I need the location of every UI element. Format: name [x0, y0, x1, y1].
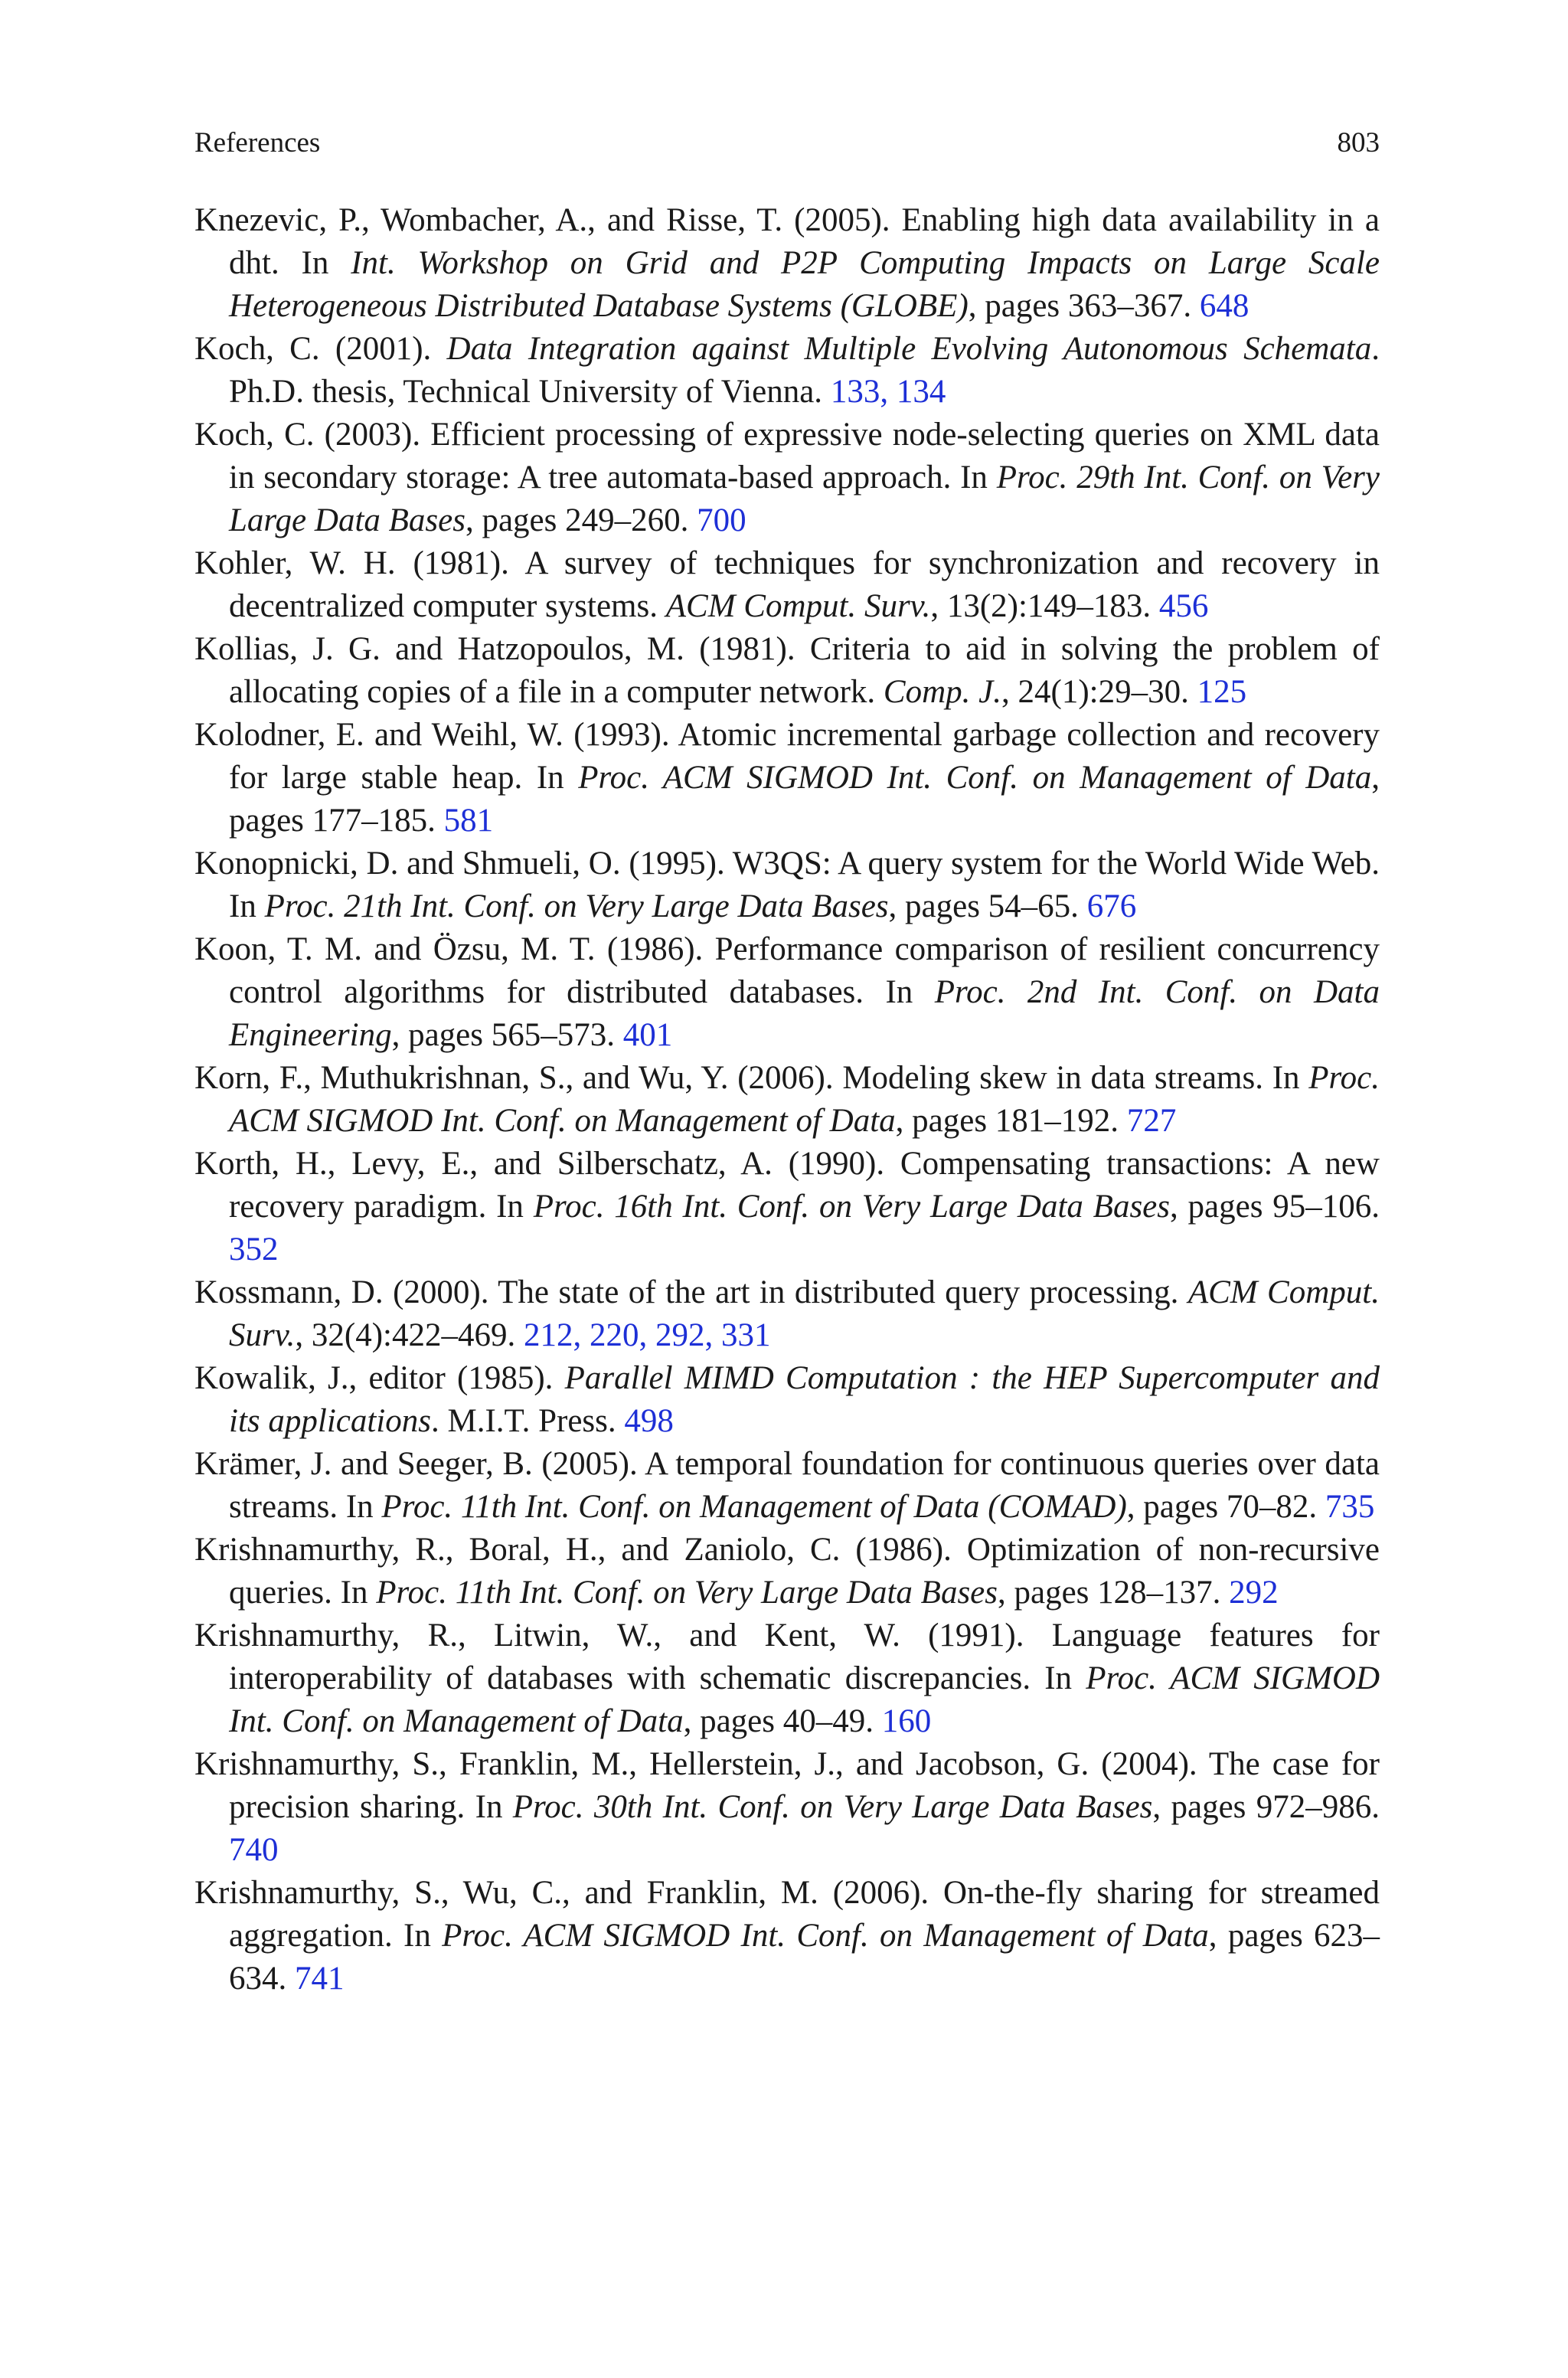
reference-venue: Proc. 21th Int. Conf. on Very Large Data Bases — [264, 888, 889, 924]
reference-pages: , 13(2):149–183. — [930, 588, 1159, 624]
backref-link[interactable]: 735 — [1325, 1489, 1375, 1525]
reference-entry — [194, 1614, 1380, 1743]
backref-link[interactable]: 581 — [443, 803, 494, 839]
reference-venue: Parallel MIMD Computation : the HEP Supercomputer and its applications — [229, 1360, 1380, 1439]
backref-link[interactable]: 125 — [1197, 674, 1247, 710]
reference-text: Knezevic, P., Wombacher, A., and Risse, T. (2005). Enabling high data availability in a dht. In — [194, 202, 1380, 281]
backref-link[interactable]: 133, 134 — [830, 374, 946, 410]
reference-text: Kollias, J. G. and Hatzopoulos, M. (1981). Criteria to aid in solving the problem of allocating copies of a file in a computer network. — [194, 631, 1380, 710]
reference-text: Krishnamurthy, R., Boral, H., and Zaniolo, C. (1986). Optimization of non-recursive queries. In — [194, 1532, 1380, 1611]
reference-venue: Proc. ACM SIGMOD Int. Conf. on Management of Data — [229, 1660, 1380, 1739]
reference-text: Krishnamurthy, S., Franklin, M., Hellerstein, J., and Jacobson, G. (2004). The case for precision sharing. In — [194, 1746, 1380, 1825]
reference-venue: Proc. 16th Int. Conf. on Very Large Data Bases — [533, 1189, 1171, 1225]
reference-entry — [194, 714, 1380, 842]
backref-link[interactable]: 727 — [1126, 1103, 1177, 1139]
reference-text: Koon, T. M. and Özsu, M. T. (1986). Performance comparison of resilient concurrency control algorithms for distributed databases. In — [194, 931, 1380, 1010]
reference-entry — [194, 1872, 1380, 2000]
reference-text: Kolodner, E. and Weihl, W. (1993). Atomic incremental garbage collection and recovery for large stable heap. In — [194, 717, 1380, 796]
reference-venue: Int. Workshop on Grid and P2P Computing Impacts on Large Scale Heterogeneous Distributed Database Systems (GLOBE) — [229, 245, 1380, 324]
backref-link[interactable]: 401 — [622, 1017, 673, 1053]
reference-pages: . Ph.D. thesis, Technical University of Vienna. — [229, 331, 1380, 410]
backref-link[interactable]: 160 — [881, 1703, 932, 1739]
reference-venue: Proc. 11th Int. Conf. on Management of Data (COMAD) — [381, 1489, 1127, 1525]
reference-venue: Data Integration against Multiple Evolving Autonomous Schemata — [446, 331, 1372, 367]
section-title: References — [194, 127, 321, 159]
reference-venue: ACM Comput. Surv. — [665, 588, 931, 624]
reference-venue: Proc. ACM SIGMOD Int. Conf. on Management of Data — [578, 760, 1372, 796]
reference-pages: , pages 177–185. — [229, 760, 1380, 839]
reference-venue: Proc. ACM SIGMOD Int. Conf. on Management of Data — [229, 1060, 1380, 1139]
reference-text: Korth, H., Levy, E., and Silberschatz, A. (1990). Compensating transactions: A new recovery paradigm. In — [194, 1146, 1380, 1225]
reference-entry — [194, 928, 1380, 1057]
reference-pages: , 24(1):29–30. — [1001, 674, 1197, 710]
reference-pages: , pages 972–986. — [1152, 1789, 1380, 1825]
backref-link[interactable]: 498 — [624, 1403, 674, 1439]
reference-pages: , pages 40–49. — [683, 1703, 882, 1739]
reference-venue: Proc. 29th Int. Conf. on Very Large Data Bases — [229, 460, 1380, 538]
reference-entry — [194, 1271, 1380, 1357]
reference-venue: Proc. 2nd Int. Conf. on Data Engineering — [229, 974, 1380, 1053]
reference-text: Kohler, W. H. (1981). A survey of techniques for synchronization and recovery in decentralized computer systems. — [194, 545, 1380, 624]
reference-venue: ACM Comput. Surv. — [229, 1274, 1380, 1353]
reference-entry — [194, 1143, 1380, 1271]
backref-link[interactable]: 676 — [1086, 888, 1137, 924]
reference-pages: , pages 54–65. — [888, 888, 1087, 924]
backref-link[interactable]: 740 — [229, 1832, 279, 1868]
backref-link[interactable]: 741 — [295, 1961, 345, 1997]
reference-list — [194, 199, 1380, 2000]
reference-pages: , pages 249–260. — [465, 502, 697, 538]
reference-pages: . M.I.T. Press. — [430, 1403, 625, 1439]
page-number: 803 — [1337, 127, 1380, 159]
reference-entry — [194, 414, 1380, 542]
reference-entry — [194, 1357, 1380, 1443]
reference-text: Korn, F., Muthukrishnan, S., and Wu, Y. (2006). Modeling skew in data streams. In — [194, 1060, 1309, 1096]
backref-link[interactable]: 700 — [697, 502, 746, 538]
reference-text: Koch, C. (2003). Efficient processing of expressive node-selecting queries on XML data in secondary storage: A tree automata-based approach. In — [194, 417, 1380, 496]
reference-entry — [194, 1529, 1380, 1614]
backref-link[interactable]: 212, 220, 292, 331 — [523, 1317, 771, 1353]
reference-entry — [194, 199, 1380, 328]
reference-pages: , pages 623–634. — [229, 1918, 1380, 1997]
reference-text: Kossmann, D. (2000). The state of the art in distributed query processing. — [194, 1274, 1188, 1310]
backref-link[interactable]: 292 — [1229, 1575, 1279, 1611]
reference-venue: Proc. 11th Int. Conf. on Very Large Data Bases — [376, 1575, 998, 1611]
reference-pages: , pages 95–106. — [1170, 1189, 1380, 1225]
reference-pages: , pages 363–367. — [968, 288, 1200, 324]
reference-pages: , pages 128–137. — [998, 1575, 1230, 1611]
reference-entry — [194, 1743, 1380, 1872]
reference-entry — [194, 542, 1380, 628]
backref-link[interactable]: 648 — [1199, 288, 1250, 324]
reference-text: Kowalik, J., editor (1985). — [194, 1360, 565, 1396]
reference-pages: , pages 70–82. — [1126, 1489, 1325, 1525]
reference-pages: , pages 565–573. — [391, 1017, 623, 1053]
reference-pages: , pages 181–192. — [895, 1103, 1127, 1139]
reference-entry — [194, 628, 1380, 714]
reference-text: Krämer, J. and Seeger, B. (2005). A temporal foundation for continuous queries over data streams. In — [194, 1446, 1380, 1525]
reference-venue: Comp. J. — [883, 674, 1001, 710]
reference-pages: , 32(4):422–469. — [295, 1317, 524, 1353]
reference-entry — [194, 328, 1380, 414]
reference-venue: Proc. ACM SIGMOD Int. Conf. on Management of Data — [442, 1918, 1209, 1954]
backref-link[interactable]: 456 — [1158, 588, 1209, 624]
reference-entry — [194, 1057, 1380, 1143]
reference-entry — [194, 842, 1380, 928]
reference-text: Krishnamurthy, S., Wu, C., and Franklin, M. (2006). On-the-fly sharing for streamed aggregation. In — [194, 1875, 1380, 1954]
running-head — [194, 124, 1380, 162]
reference-venue: Proc. 30th Int. Conf. on Very Large Data Bases — [512, 1789, 1153, 1825]
reference-text: Koch, C. (2001). — [194, 331, 447, 367]
reference-text: Krishnamurthy, R., Litwin, W., and Kent, W. (1991). Language features for interoperability of databases with schematic discrepancies. In — [194, 1617, 1380, 1696]
reference-entry — [194, 1443, 1380, 1529]
backref-link[interactable]: 352 — [229, 1232, 279, 1268]
reference-text: Konopnicki, D. and Shmueli, O. (1995). W3QS: A query system for the World Wide Web. In — [194, 846, 1380, 924]
